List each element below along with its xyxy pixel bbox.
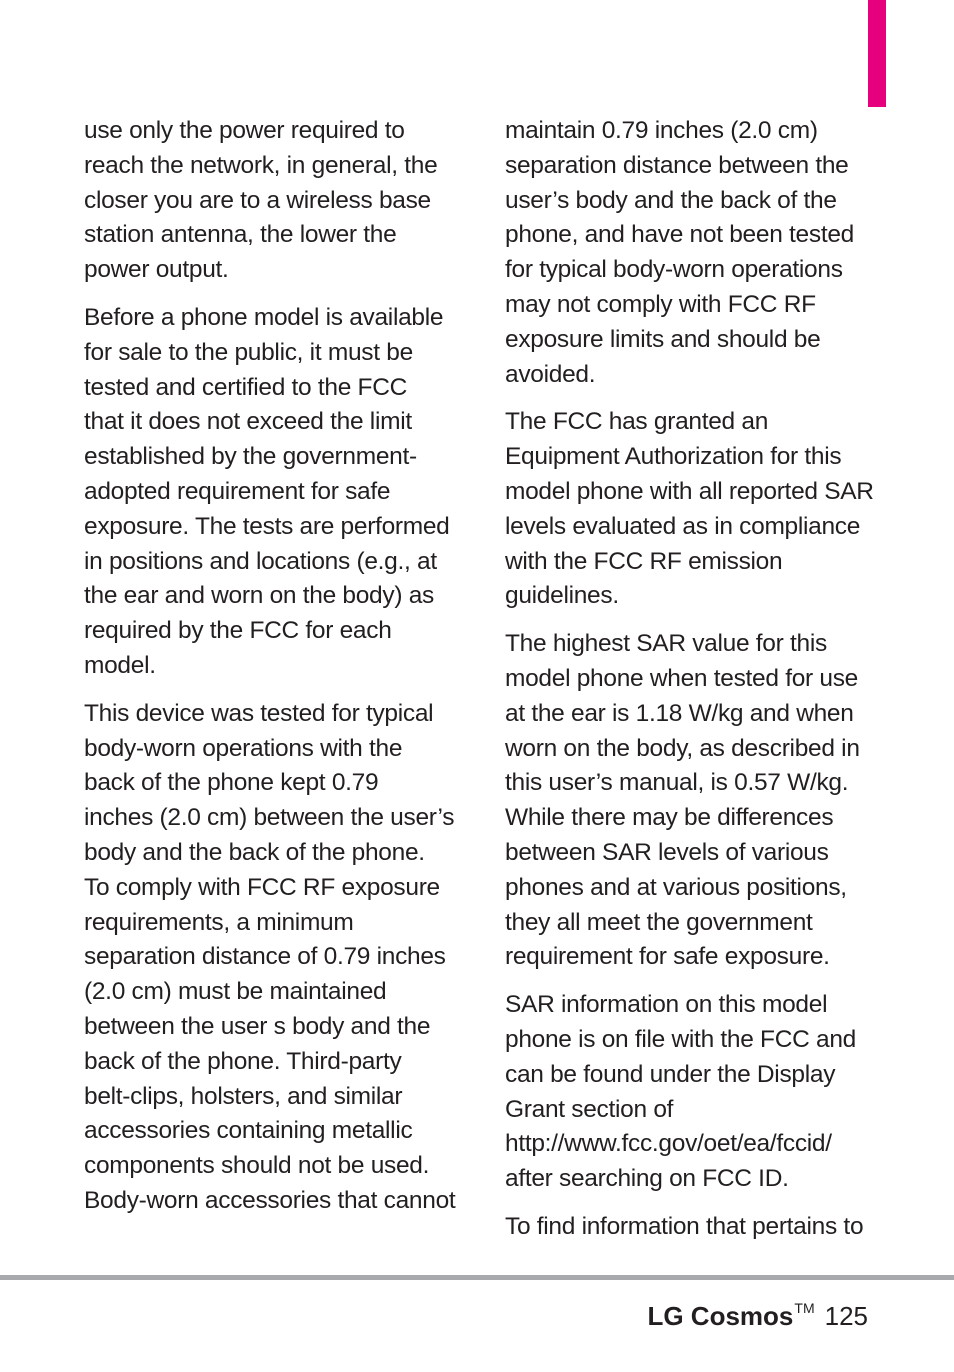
paragraph: The highest SAR value for this model phone when tested for use at the ear is 1.18 W/kg and when worn on the body, as described in this user’s manual, is 0.57 W/kg. While there may be differences between SAR levels of various phones and at various positions, they all meet the government requirement for safe exposure. xyxy=(505,630,860,971)
page-number: 125 xyxy=(824,1301,868,1331)
paragraph: SAR information on this model phone is on file with the FCC and can be found under the Display Grant section of http://www.fcc.gov/oet/ea/fccid/ after searching on FCC ID. xyxy=(505,991,856,1193)
trademark-symbol: TM xyxy=(794,1300,815,1316)
paragraph: This device was tested for typical body-worn operations with the back of the phone kept 0.79 inches (2.0 cm) between the user’s body and the back of the phone. To comply with FCC RF exposure requirements, a minimum separation distance of 0.79 inches (2.0 cm) must be maintained between the user s body and the back of the phone. Third-party belt-clips, holsters, and similar accessories containing metallic components should not be used. Body-worn accessories that cannot xyxy=(84,699,456,1214)
product-name: LG Cosmos xyxy=(647,1301,794,1331)
footer-divider xyxy=(0,1275,954,1280)
paragraph: To find information that pertains to xyxy=(505,1212,864,1240)
right-text-column xyxy=(505,114,880,1258)
section-tab-marker xyxy=(868,0,886,107)
paragraph: use only the power required to reach the network, in general, the closer you are to a wireless base station antenna, the lower the power output. xyxy=(84,117,438,284)
page-footer xyxy=(647,1290,868,1334)
left-text-column xyxy=(84,114,459,1232)
paragraph: Before a phone model is available for sale to the public, it must be tested and certified to the FCC that it does not exceed the limit established by the government- adopted requirement for safe exposure. The tests are performed in positions and locations (e.g., at the ear and worn on the body) as required by the FCC for each model. xyxy=(84,303,450,679)
paragraph: The FCC has granted an Equipment Authorization for this model phone with all reported SAR levels evaluated as in compliance with the FCC RF emission guidelines. xyxy=(505,408,874,610)
paragraph: maintain 0.79 inches (2.0 cm) separation distance between the user’s body and the back of the phone, and have not been tested for typical body-worn operations may not comply with FCC RF exposure limits and should be avoided. xyxy=(505,117,854,388)
